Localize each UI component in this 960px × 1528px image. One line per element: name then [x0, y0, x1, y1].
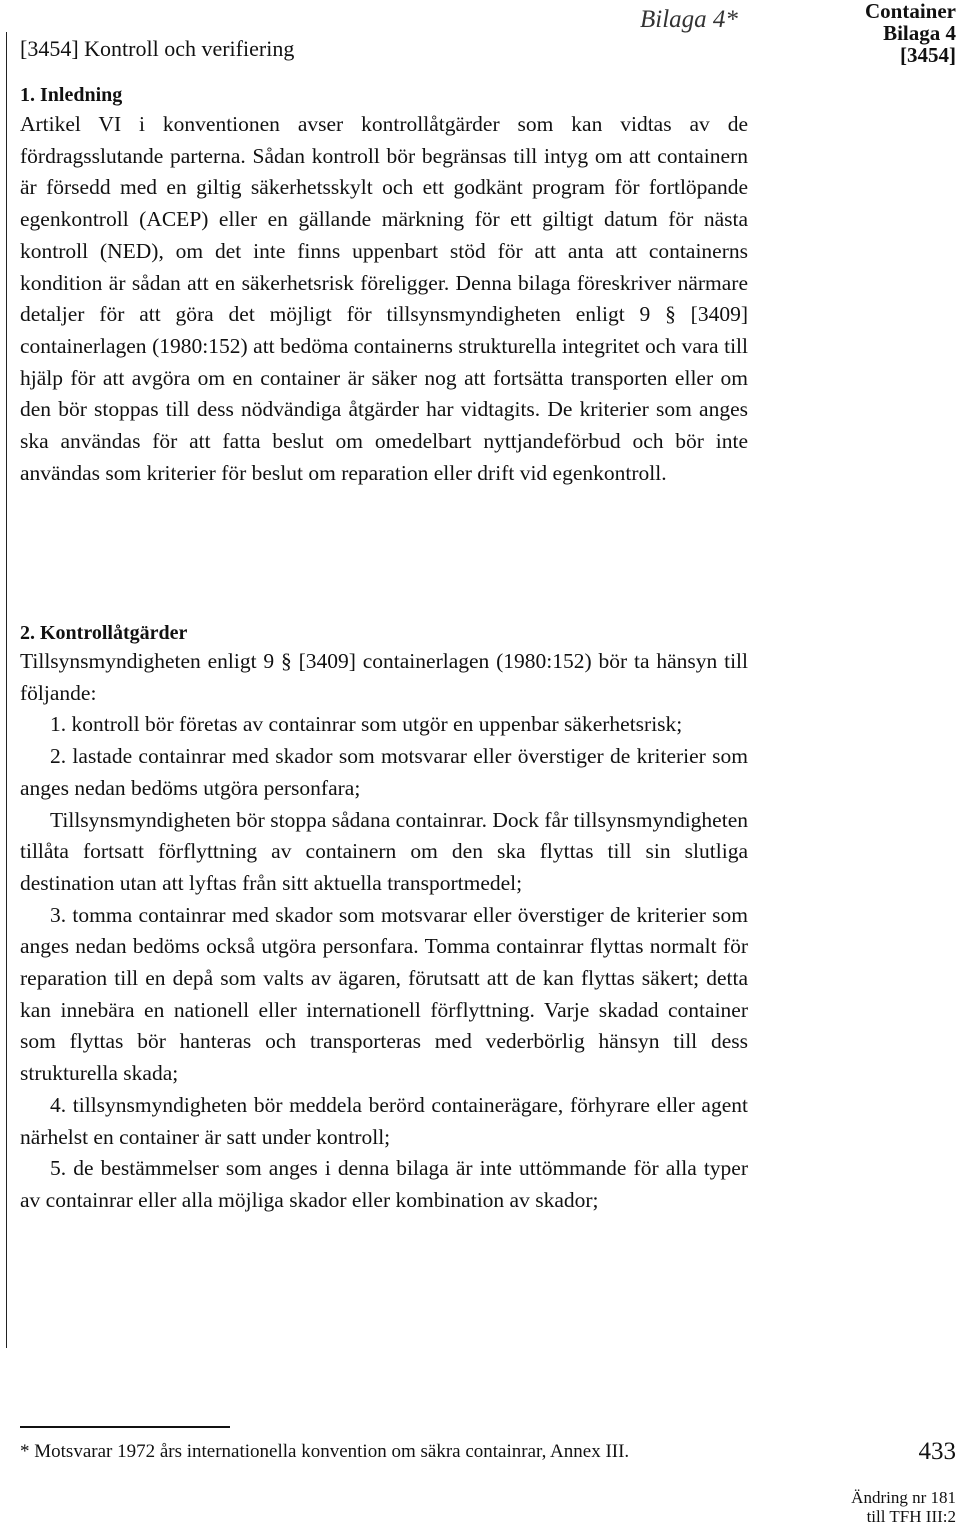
running-header [865, 0, 956, 66]
section-2-heading: 2. Kontrollåtgärder [20, 622, 188, 644]
footnote-rule [20, 1426, 230, 1428]
section-2-intro: Tillsynsmyndigheten enligt 9 § [3409] containerlagen (1980:152) bör ta hänsyn till följande: [20, 649, 748, 705]
section-1-heading: 1. Inledning [20, 84, 123, 106]
page-number: 433 [918, 1438, 956, 1465]
list-item: 3. tomma containrar med skador som motsvarar eller överstiger de kriterier som anges nedan bedöms också utgöra personfara. Tomma containrar flyttas normalt för reparation till en depå som valts av ägaren, förutsatt att de kan flyttas säkert; detta kan innebära en nationell eller internationell förflyttning. Varje skadad container som flyttas bör hanteras och transporteras med vederbörlig hänsyn till dess strukturella skada; [20, 902, 748, 1086]
section-2-body [20, 646, 748, 1217]
list-item: 5. de bestämmelser som anges i denna bilaga är inte uttömmande för alla typer av containrar eller alla möjliga skador eller kombination av skador; [20, 1156, 748, 1212]
running-header-appendix: Bilaga 4 [883, 21, 956, 45]
list-item: 2. lastade containrar med skador som motsvarar eller överstiger de kriterier som anges nedan bedöms utgöra personfara; [20, 744, 748, 800]
section-1-paragraph: Artikel VI i konventionen avser kontrollåtgärder som kan vidtas av de fördragsslutande parterna. Sådan kontroll bör begränsas till intyg om att containern är försedd med en giltig säkerhetsskylt och ett godkänt program för fortlöpande egenkontroll (ACEP) eller en gällande märkning för ett giltigt datum för nästa kontroll (NED), om det inte finns uppenbart stöd för att anta att containerns kondition är sådan att en säkerhetsrisk föreligger. Denna bilaga föreskriver närmare detaljer för att göra det möjligt för tillsynsmyndigheten enligt 9 § [3409] containerlagen (1980:152) att bedöma containerns strukturella integritet och vara till hjälp för att avgöra om en container är säker nog att fortsätta transporten eller om den bör stoppas till dess nödvändiga åtgärder har vidtagits. De kriterier som anges ska användas för att fatta beslut om omedelbart nyttjandeförbud och bör inte användas som kriterier för beslut om reparation eller drift vid egenkontroll. [20, 112, 748, 485]
running-header-number: [3454] [900, 43, 956, 67]
page-title: [3454] Kontroll och verifiering [20, 36, 295, 61]
footnote: * Motsvarar 1972 års internationella konvention om säkra containrar, Annex III. [20, 1441, 630, 1462]
list-item: Tillsynsmyndigheten bör stoppa sådana containrar. Dock får tillsynsmyndigheten tillåta fortsatt förflyttning av containern om den ska flyttas till sin slutliga destination utan att lyftas från sitt aktuella transportmedel; [20, 807, 748, 895]
section-1-body [20, 109, 748, 489]
amendment-reference: till TFH III:2 [866, 1507, 956, 1526]
margin-rule [6, 32, 7, 1348]
amendment-note [851, 1488, 956, 1526]
list-item: 4. tillsynsmyndigheten bör meddela berörd containerägare, förhyrare eller agent närhelst en container är satt under kontroll; [20, 1092, 748, 1149]
list-item: 1. kontroll bör företas av containrar som utgör en uppenbar säkerhetsrisk; [50, 712, 683, 737]
appendix-label: Bilaga 4* [640, 6, 738, 33]
amendment-number: Ändring nr 181 [851, 1488, 956, 1507]
running-header-category: Container [865, 0, 956, 23]
